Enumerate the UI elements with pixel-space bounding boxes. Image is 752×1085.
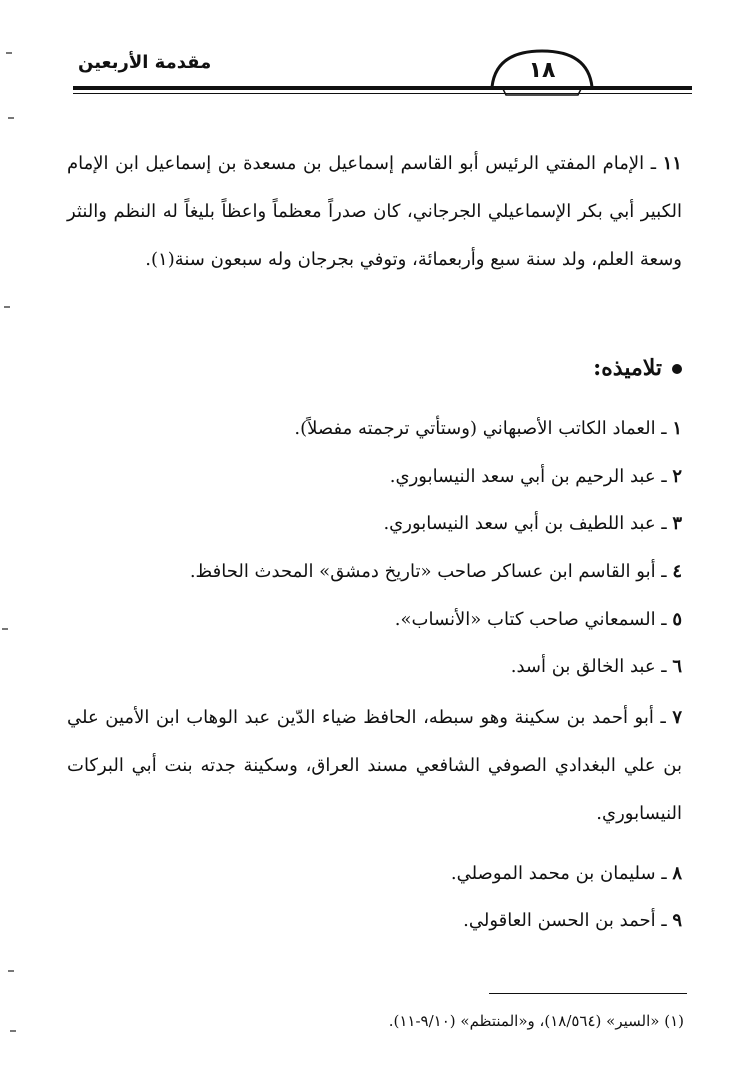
- list-item-text: ـ سليمان بن محمد الموصلي.: [450, 863, 667, 884]
- entry-text: ـ الإمام المفتي الرئيس أبو القاسم إسماعيل بن مسعدة بن إسماعيل ابن الإمام الكبير أبي بكر الإسماعيلي الجرجاني، كان صدراً معظماً واعظاً بليغاً له النظم والنثر وسعة العلم، ولد سنة سبع وأربعمائة، وتوفي بجرجان وله سبعون سنة(١).: [67, 153, 682, 270]
- scan-mark: [8, 117, 14, 119]
- running-header-title: مقدمة الأربعين: [78, 52, 212, 73]
- list-item: [67, 561, 682, 582]
- scan-mark: [6, 52, 12, 54]
- list-item-number: ٥: [672, 609, 682, 630]
- list-item-text: ـ العماد الكاتب الأصبهاني (وستأتي ترجمته مفصلاً).: [294, 418, 667, 439]
- list-item: [67, 466, 682, 487]
- list-item-number: ٤: [672, 561, 682, 582]
- list-item: [67, 863, 682, 884]
- list-item-text: ـ عبد اللطيف بن أبي سعد النيسابوري.: [383, 513, 667, 534]
- list-item-number: ٣: [672, 513, 682, 534]
- list-item-number: ٨: [672, 863, 682, 884]
- list-item: [67, 694, 682, 838]
- section-heading-text: تلاميذه:: [593, 355, 662, 381]
- list-item-number: ١: [672, 418, 682, 439]
- list-item: [67, 609, 682, 630]
- list-item-text: ـ أبو أحمد بن سكينة وهو سبطه، الحافظ ضياء الدّين عبد الوهاب ابن الأمين علي بن علي البغدادي الصوفي الشافعي مسند العراق، وسكينة جدته بنت أبي البركات النيسابوري.: [67, 707, 682, 824]
- list-item-text: ـ أحمد بن الحسن العاقولي.: [463, 910, 667, 931]
- list-item-text: ـ أبو القاسم ابن عساكر صاحب «تاريخ دمشق» المحدث الحافظ.: [189, 561, 667, 582]
- list-item: [67, 418, 682, 439]
- bullet-icon: [672, 364, 682, 374]
- list-item-number: ٢: [672, 466, 682, 487]
- list-item-text: ـ عبد الخالق بن أسد.: [510, 656, 667, 677]
- list-item-number: ٧: [672, 707, 682, 728]
- list-item-text: ـ عبد الرحيم بن أبي سعد النيسابوري.: [389, 466, 667, 487]
- footnote-rule: [489, 993, 687, 994]
- header-rule-thick: [73, 86, 692, 90]
- header-rule-thin: [73, 93, 692, 94]
- list-item: [67, 656, 682, 677]
- scan-mark: [2, 628, 8, 630]
- page-number: ١٨: [528, 58, 556, 83]
- list-item-number: ٦: [672, 656, 682, 677]
- list-item-text: ـ السمعاني صاحب كتاب «الأنساب».: [394, 609, 667, 630]
- list-item-number: ٩: [672, 910, 682, 931]
- footnote: (١) «السير» (١٨/٥٦٤)، و«المنتظم» (٩/١٠-١١).: [388, 1012, 684, 1030]
- entry-paragraph: [67, 140, 682, 284]
- entry-number: ١١: [662, 153, 682, 174]
- list-item: [67, 910, 682, 931]
- scan-mark: [4, 306, 10, 308]
- scan-mark: [8, 970, 14, 972]
- section-heading: [593, 355, 682, 381]
- scan-mark: [10, 1030, 16, 1032]
- list-item: [67, 513, 682, 534]
